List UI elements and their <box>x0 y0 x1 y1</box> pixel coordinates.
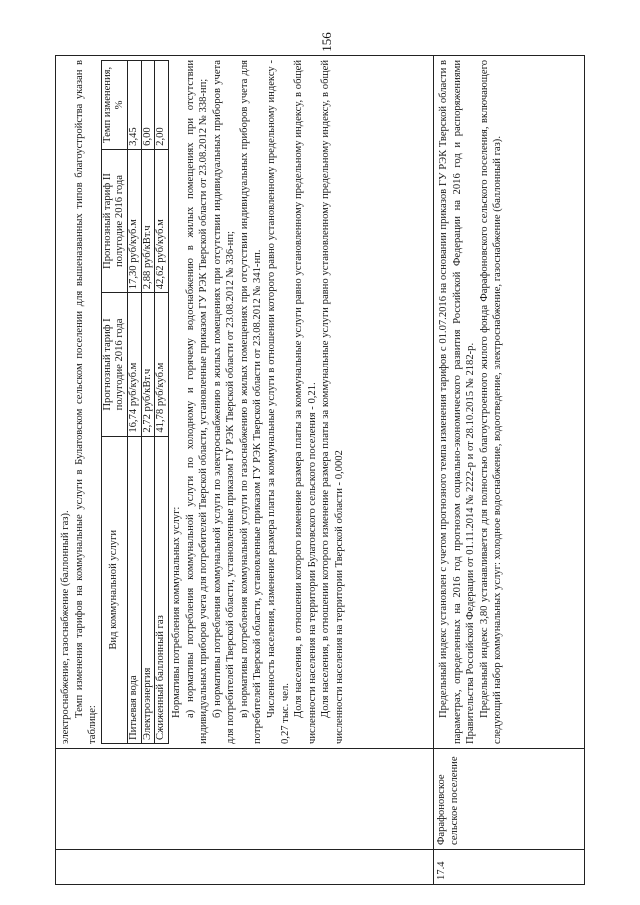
population-text: Численность населения, изменение размера платы за коммунальные услуги в отношении которого равно установленному предельному индексу - 0,27 тыс. чел. <box>265 60 291 744</box>
description-cell <box>435 55 585 749</box>
header-tariff-h2: Прогнозный тариф II полугодие 2016 года <box>101 149 127 292</box>
settlement-cell <box>433 749 585 850</box>
service-name: Питьевая вода <box>128 436 142 743</box>
rate: 2,00 <box>155 61 169 150</box>
header-tariff-h1: Прогнозный тариф I полугодие 2016 года <box>101 293 127 436</box>
rate: 6,00 <box>141 61 155 150</box>
table-row <box>141 61 155 744</box>
norm-a: а) нормативы потребления коммунальной услуги по холодному и горячему водоснабжению в жилых помещениях при отсутствии индивидуальных приборов учета для потребителей Тверской области, установленные приказом ГУ РЭК Тверской области от 23.08.2012 № 338-нп; <box>184 60 210 744</box>
description-cell <box>57 55 433 749</box>
norm-b: б) нормативы потребления коммунальной услуги по электроснабжению в жилых помещениях при отсутствии индивидуальных приборов учета для потребителей Тверской области, установленные приказом ГУ РЭК Тверской области от 23.08.2012 № 336-нп; <box>211 60 237 744</box>
index-basis-text: Предельный индекс установлен с учетом прогнозного темпа изменения тарифов с 01.07.2016 на основании приказов ГУ РЭК Тверской области в параметрах, определенных на 2016 год прогнозом социально-экономического развития Российской Федерации на 2016 год и распоряжениями Правительства Российской Федерации от 01.11.2014 № 2222-р и от 28.10.2015 № 2182-р. <box>438 60 477 744</box>
document-table <box>55 55 585 885</box>
rate: 3,45 <box>128 61 142 150</box>
table-row <box>155 61 169 744</box>
row-number-cell: 17.4 <box>436 861 447 880</box>
page-number: 156 <box>318 32 334 52</box>
norm-v: в) нормативы потребления коммунальной услуги по газоснабжению в жилых помещениях при отсутствии индивидуальных приборов учета для потребителей Тверской области, установленные приказом ГУ РЭК Тверской области от 23.08.2012 № 341-нп. <box>238 60 264 744</box>
settlement-name: Фарафоновское сельское поселение <box>436 756 461 845</box>
header-rate: Темп изменения, % <box>101 61 127 150</box>
intro-text: электроснабжение, газоснабжение (баллонный газ). <box>60 510 71 744</box>
settlement-cell <box>55 749 433 850</box>
tariff-table-header <box>101 61 127 744</box>
share-region-text: Доля населения, в отношении которого изменение размера платы за коммунальные услуги равно установленному предельному индексу, в общей численности населения на территории Тверской области - 0,0002 <box>320 60 345 744</box>
index-value-text: Предельный индекс 3,80 устанавливается для полностью благоустроенного жилого фонда Фарафоновского сельского поселения, включающего следующий набор коммунальных услуг: холодное водоснабжение, водоотведение, электроснабжение, газоснабжение (баллонный газ). <box>478 60 504 744</box>
header-service: Вид коммунальной услуги <box>101 436 127 743</box>
tariff-table <box>101 60 170 744</box>
service-name: Электроэнергия <box>141 436 155 743</box>
row-number-cell <box>55 850 433 885</box>
tariff-h2: 17,30 руб/куб.м <box>128 149 142 292</box>
table-row <box>128 61 142 744</box>
tariff-h1: 41,78 руб/куб.м <box>155 293 169 436</box>
tariff-intro: Темп изменения тарифов на коммунальные услуги в Булатовском сельском поселении для вышеназванных типов благоустройства указан в таблице: <box>73 60 99 744</box>
tariff-h1: 16,74 руб/куб.м <box>128 293 142 436</box>
share-equal-text: Доля населения, в отношении которого изменение размера платы за коммунальные услуги равно установленному предельному индексу, в общей численности населения на территории Булатовского сельского поселения - 0,21. <box>293 60 318 744</box>
norms-title: Нормативы потребления коммунальных услуг: <box>171 506 183 718</box>
tariff-h2: 42,62 руб/куб.м <box>155 149 169 292</box>
tariff-h1: 2,72 руб/кВт.ч <box>141 293 155 436</box>
tariff-h2: 2,88 руб/кВт.ч <box>141 149 155 292</box>
service-name: Сжиженный баллонный газ <box>155 436 169 743</box>
